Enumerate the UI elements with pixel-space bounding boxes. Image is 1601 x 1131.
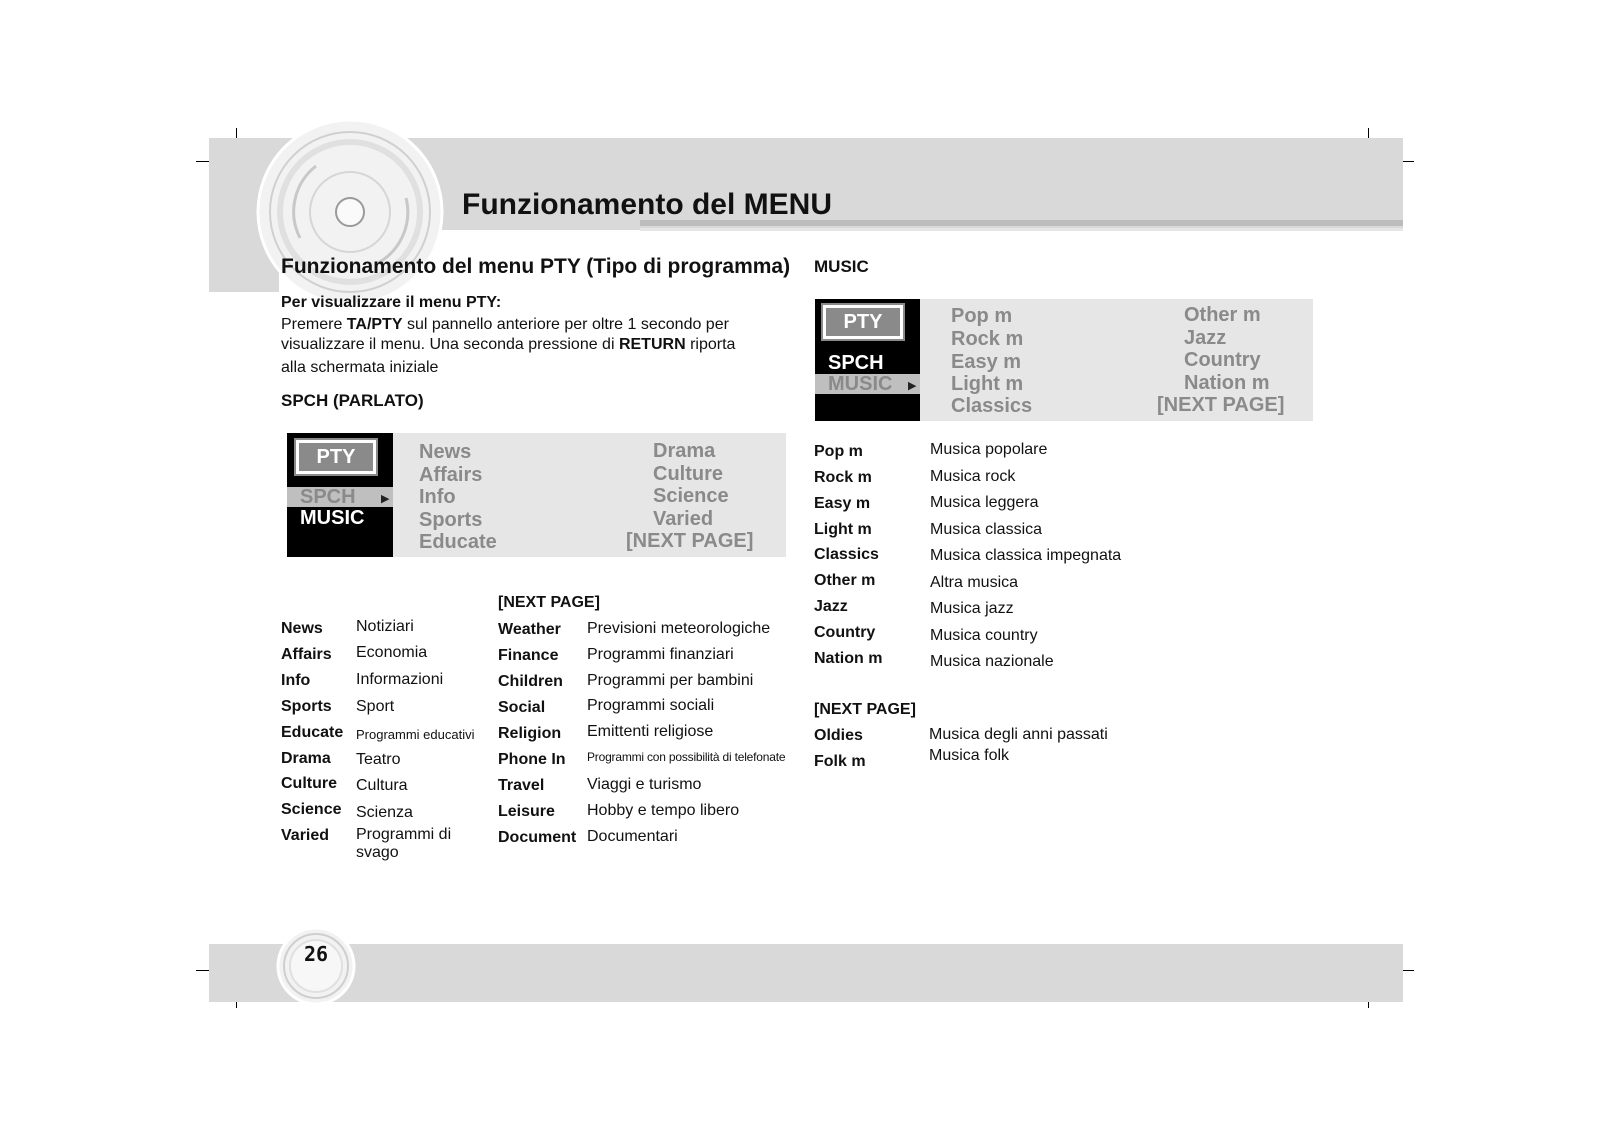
screen-item: Country <box>1184 349 1261 371</box>
term-definition: Musica classica impegnata <box>930 547 1122 564</box>
term: Jazz <box>814 598 848 615</box>
screen-item: Affairs <box>419 464 483 486</box>
term: Folk m <box>814 753 866 770</box>
intro-heading: Per visualizzare il menu PTY: <box>281 294 502 311</box>
term: Religion <box>498 725 562 742</box>
disc-icon <box>276 926 356 1006</box>
term: Nation m <box>814 650 883 667</box>
term: Leisure <box>498 803 555 820</box>
term-definition: Scienza <box>356 804 413 821</box>
footer-band <box>209 944 1403 1002</box>
term-definition: Musica folk <box>929 747 1010 764</box>
term-definition: Documentari <box>587 828 678 845</box>
term: Pop m <box>814 443 863 460</box>
term: Classics <box>814 546 879 563</box>
term: Document <box>498 829 577 846</box>
term-definition: Programmi educativi <box>356 727 475 742</box>
term: Culture <box>281 775 337 792</box>
screen-item: [NEXT PAGE] <box>1157 394 1285 416</box>
screen-item: Light m <box>951 373 1024 395</box>
music-heading: MUSIC <box>814 257 869 276</box>
term-definition: Economia <box>356 644 428 661</box>
page-title: Funzionamento del MENU <box>462 188 832 221</box>
intro-line: visualizzare il menu. Una seconda pressione di RETURN riporta <box>281 336 736 353</box>
page-number: 26 <box>303 942 329 966</box>
screen-item: Pop m <box>951 305 1013 327</box>
term: Other m <box>814 572 876 589</box>
term-definition: Musica classica <box>930 521 1043 538</box>
term: Phone In <box>498 751 566 768</box>
term-definition: Teatro <box>356 751 401 768</box>
screen-item: Sports <box>419 509 483 531</box>
term-definition: Musica popolare <box>930 441 1048 458</box>
arrow-right-icon: ▶ <box>908 380 917 392</box>
term-definition: Programmi di <box>356 826 452 843</box>
screen-item: Nation m <box>1184 372 1270 394</box>
term: News <box>281 620 323 637</box>
term: Light m <box>814 521 872 538</box>
term-definition: Altra musica <box>930 574 1019 591</box>
screen-item: News <box>419 441 472 463</box>
term-definition: Informazioni <box>356 671 444 688</box>
term: Weather <box>498 621 561 638</box>
term-definition: Musica leggera <box>930 494 1039 511</box>
term-definition: Notiziari <box>356 618 414 635</box>
term-definition: Musica country <box>930 627 1038 644</box>
term-definition: Musica rock <box>930 468 1016 485</box>
term-definition: Musica nazionale <box>930 653 1054 670</box>
term: Social <box>498 699 546 716</box>
screen-item: Varied <box>653 508 714 530</box>
screen-item: Other m <box>1184 304 1261 326</box>
term-definition: Programmi con possibilità di telefonate <box>587 750 786 764</box>
term: Educate <box>281 724 344 741</box>
intro-line: alla schermata iniziale <box>281 359 439 376</box>
term: Travel <box>498 777 545 794</box>
screen-item: Culture <box>653 463 723 485</box>
screen-item: Classics <box>951 395 1033 417</box>
section-title: Funzionamento del menu PTY (Tipo di programma) <box>281 255 791 278</box>
next-page-heading: [NEXT PAGE] <box>498 594 600 611</box>
header-stripe <box>640 228 1403 231</box>
pty-badge: PTY <box>823 305 903 339</box>
term-definition: svago <box>356 844 399 861</box>
screen-item: [NEXT PAGE] <box>626 530 754 552</box>
spch-heading: SPCH (PARLATO) <box>281 391 424 410</box>
menu-item-music: MUSIC <box>828 373 893 395</box>
term: Rock m <box>814 469 872 486</box>
menu-item-spch: SPCH <box>300 486 356 508</box>
term-definition: Programmi sociali <box>587 697 715 714</box>
screen-item: Jazz <box>1184 327 1227 349</box>
term-definition: Sport <box>356 698 395 715</box>
pty-screen-music <box>815 299 1313 421</box>
intro-line: Premere TA/PTY sul pannello anteriore per oltre 1 secondo per <box>281 316 729 333</box>
term: Easy m <box>814 495 871 512</box>
term: Info <box>281 672 311 689</box>
screen-item: Rock m <box>951 328 1024 350</box>
arrow-right-icon: ▶ <box>381 493 390 505</box>
term-definition: Musica jazz <box>930 600 1014 617</box>
screen-item: Info <box>419 486 456 508</box>
pty-screen-spch <box>287 433 786 557</box>
term: Drama <box>281 750 331 767</box>
term: Country <box>814 624 876 641</box>
term: Varied <box>281 827 330 844</box>
term-definition: Musica degli anni passati <box>929 726 1108 743</box>
term: Sports <box>281 698 332 715</box>
screen-item: Educate <box>419 531 497 553</box>
screen-item: Drama <box>653 440 716 462</box>
term-definition: Previsioni meteorologiche <box>587 620 771 637</box>
term-definition: Hobby e tempo libero <box>587 802 740 819</box>
term-definition: Emittenti religiose <box>587 723 714 740</box>
term: Children <box>498 673 563 690</box>
term: Science <box>281 801 342 818</box>
menu-item-music: MUSIC <box>300 507 365 529</box>
term: Affairs <box>281 646 332 663</box>
screen-item: Science <box>653 485 729 507</box>
term-definition: Programmi finanziari <box>587 646 734 663</box>
screen-item: Easy m <box>951 351 1022 373</box>
next-page-heading: [NEXT PAGE] <box>814 701 916 718</box>
pty-badge: PTY <box>296 440 376 474</box>
term-definition: Programmi per bambini <box>587 672 754 689</box>
term: Finance <box>498 647 559 664</box>
term-definition: Viaggi e turismo <box>587 776 702 793</box>
term-definition: Cultura <box>356 777 408 794</box>
menu-item-spch: SPCH <box>828 352 884 374</box>
term: Oldies <box>814 727 863 744</box>
